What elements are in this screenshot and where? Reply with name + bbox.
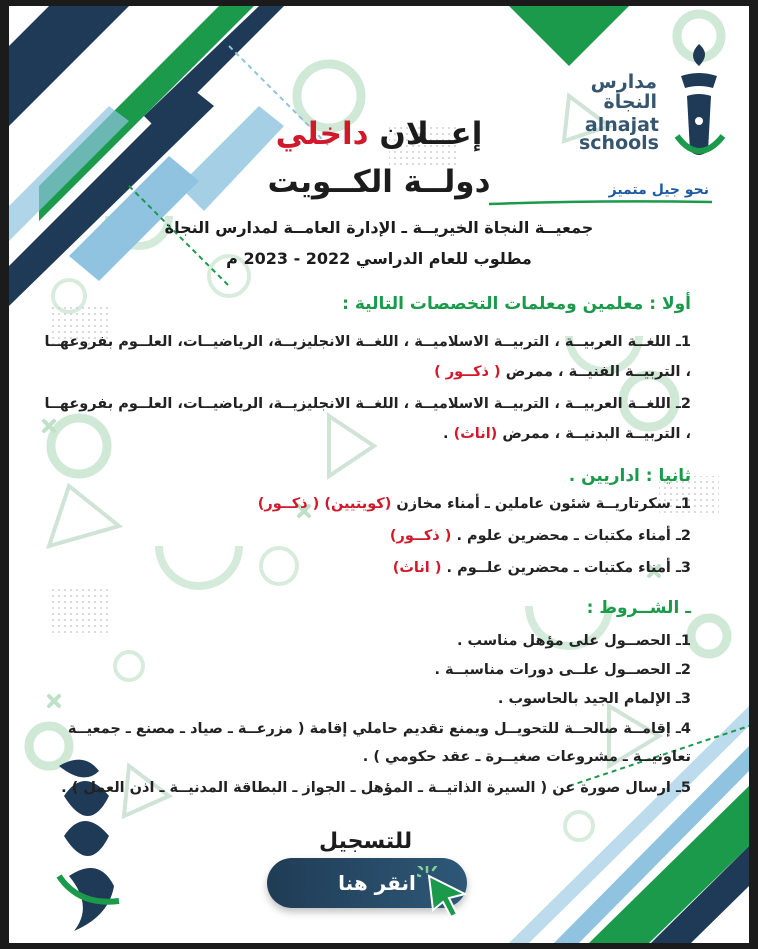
section2-item1-tag2: ( ذكــور) [257,496,320,512]
section2-item2-tag: ( ذكــور) [389,528,452,544]
section3-item5: 5ـ ارسال صورة عن ( السيرة الذاتيــة ـ المؤهل ـ الجواز ـ البطاقة المدنيــة ـ اذن العمل ) . [61,780,691,796]
section1-item1-text: ، التربيــة الفنيــة ، ممرض [505,364,691,380]
title-part1: إعــلان [379,116,483,152]
section3-item3: 3ـ الإلمام الجيد بالحاسوب . [497,691,691,707]
click-here-label: انقر هنا [338,871,416,895]
section1-heading: أولا : معلمين ومعلمات التخصصات التالية : [342,294,691,314]
section1-item2-line2 [443,426,691,442]
register-label: للتسجيل [319,829,413,854]
section2-item3-text: 3ـ أمناء مكتبات ـ محضرين علــوم . [446,560,691,576]
logo-arabic-line2: النجاة [603,91,657,113]
section2-heading: ثانيا : اداريين . [568,466,691,486]
section3-item4-line1: 4ـ إقامــة صالحــة للتحويــل ويمنع تقديم حاملي إقامة ( مزرعــة ـ صياد ـ مصنع ـ جمعيــة [67,721,691,737]
section3-item2: 2ـ الحصــول علــى دورات مناسبــة . [434,662,691,678]
section1-item2-line1: 2ـ اللغــة العربيــة ، التربيــة الاسلاميــة ، اللغــة الانجليزيــة، الرياضيــات، العلــوم بفروعهــا [44,396,691,412]
section2-item1 [258,496,691,512]
section2-item1-text: 1ـ سكرتاريــة شئون عاملين ـ أمناء مخازن [396,496,691,512]
section1-item1-line1: 1ـ اللغــة العربيــة ، التربيــة الاسلاميــة ، اللغــة الانجليزيــة، الرياضيــات، العلــوم بفروعهــا [44,334,691,350]
pointer-cursor-icon [417,866,477,926]
announcement-poster [9,6,749,943]
section3-heading: ـ الشــروط : [586,598,691,618]
section1-item2-text: ، التربيــة البدنيــة ، ممرض [502,426,691,442]
section1-item1-tag: ( ذكــور ) [434,364,501,380]
section2-item3 [393,560,691,576]
section2-item2 [390,528,691,544]
section1-item1-line2 [434,364,691,380]
logo-arabic-line1: مدارس [590,71,657,93]
section3-item4-line2: تعاونيــة ـ مشروعات صغيــرة ـ عقد حكومي ) . [362,749,691,765]
logo-english-line2: schools [578,132,659,154]
section2-item2-text: 2ـ أمناء مكتبات ـ محضرين علوم . [456,528,691,544]
logo-english-line1: alnajat [584,114,659,136]
organization-line: جمعيــة النجاة الخيريــة ـ الإدارة العامــة لمدارس النجاة [164,218,594,237]
section3-item1: 1ـ الحصــول على مؤهل مناسب . [456,633,691,649]
logo-arabic-name [591,72,657,112]
logo-slogan: نحو جيل متميز [608,182,709,198]
section1-end-dot: . [443,426,449,442]
announcement-title [9,116,749,152]
title-part2: داخلي [275,116,369,152]
section1-item2-tag: (اناث) [453,426,498,442]
academic-year-line: مطلوب للعام الدراسي 2022 - 2023 م [226,249,532,268]
section2-item1-tag1: (كويتيين) [324,496,392,512]
country-title: دولــة الكــويت [267,164,491,200]
section2-item3-tag: ( اناث) [392,560,442,576]
